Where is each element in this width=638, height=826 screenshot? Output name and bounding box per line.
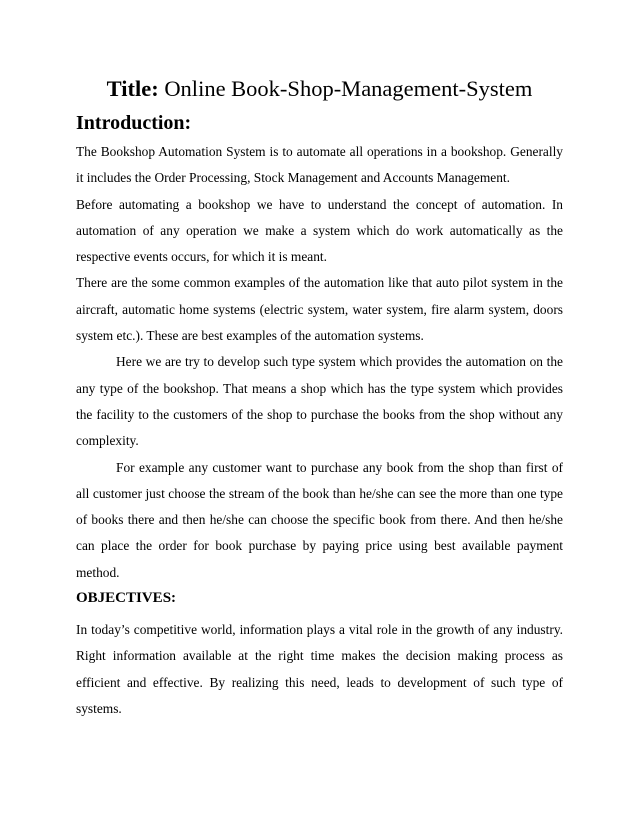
objectives-paragraph-1: In today’s competitive world, information plays a vital role in the growth of any industry. Right information available at the right time makes the decision making process as efficient and effective. By realizing this need, leads to development of such type of systems. [76, 622, 563, 716]
introduction-heading: Introduction: [76, 112, 192, 134]
document-page [76, 74, 563, 722]
intro-paragraph-4: Here we are try to develop such type system which provides the automation on the any type of the bookshop. That means a shop which has the type system which provides the facility to the customers of the shop to purchase the books from the shop without any complexity. [76, 354, 563, 449]
title-label: Title: [106, 76, 159, 101]
intro-paragraph-2: Before automating a bookshop we have to understand the concept of automation. In automation of any operation we make a system which do work automatically as the respective events occurs, for which it is meant. [76, 196, 563, 265]
intro-paragraph-5: For example any customer want to purchase any book from the shop than first of all customer just choose the stream of the book than he/she can see the more than one type of books there and then he/she can choose the specific book from there. And then he/she can place the order for book purchase by paying price using best available payment method. [76, 459, 563, 580]
document-title [76, 74, 563, 104]
intro-paragraph-1: The Bookshop Automation System is to automate all operations in a bookshop. Generally it includes the Order Processing, Stock Management and Accounts Management. [76, 144, 563, 186]
title-text: Online Book-Shop-Management-System [164, 76, 533, 101]
objectives-heading: OBJECTIVES: [76, 590, 177, 607]
intro-paragraph-3: There are the some common examples of the automation like that auto pilot system in the aircraft, automatic home systems (electric system, water system, fire alarm system, doors system etc.). These are best examples of the automation systems. [76, 275, 563, 344]
